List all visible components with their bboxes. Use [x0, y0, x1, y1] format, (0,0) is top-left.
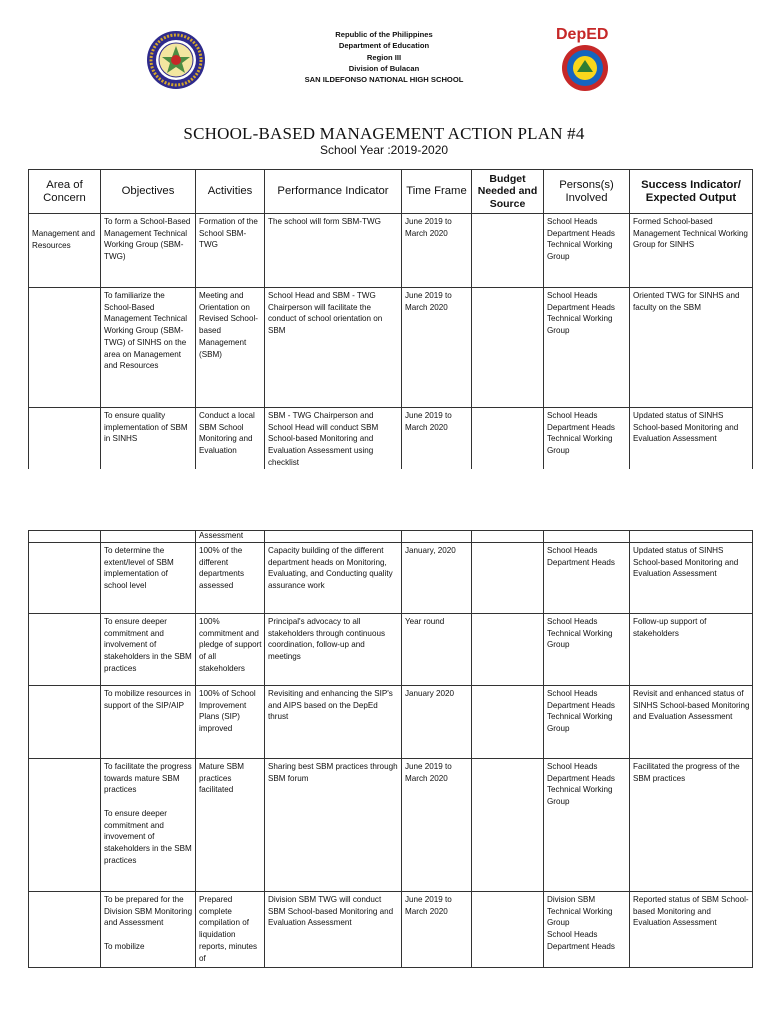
deped-logo-icon: [555, 24, 613, 94]
cell-activities: 100% of School Improvement Plans (SIP) improved: [196, 686, 265, 759]
cell-activities: 100% of the different departments assessed: [196, 543, 265, 614]
col-header-activities: Activities: [196, 170, 265, 214]
cell-area: Management and Resources: [29, 214, 101, 288]
table-row: [29, 686, 753, 759]
cell-objectives: To be prepared for the Division SBM Monitoring and Assessment To mobilize: [101, 892, 196, 968]
cell-area: [29, 408, 101, 470]
action-plan-table-page-1: [28, 169, 753, 470]
cell-budget: [472, 531, 544, 543]
cell-output: Updated status of SINHS School-based Monitoring and Evaluation Assessment: [630, 543, 753, 614]
cell-persons: Division SBM Technical Working Group School Heads Department Heads: [544, 892, 630, 968]
cell-objectives: To mobilize resources in support of the SIP/AIP: [101, 686, 196, 759]
cell-timeframe: January, 2020: [402, 543, 472, 614]
cell-indicator: Sharing best SBM practices through SBM forum: [265, 759, 402, 892]
cell-budget: [472, 686, 544, 759]
cell-activities: Meeting and Orientation on Revised School-based Management (SBM): [196, 288, 265, 408]
table-row: [29, 892, 753, 968]
cell-output: [630, 531, 753, 543]
cell-objectives: To form a School-Based Management Technical Working Group (SBM-TWG): [101, 214, 196, 288]
cell-persons: School Heads Department Heads Technical Working Group: [544, 214, 630, 288]
header-line: Region III: [366, 52, 402, 62]
col-header-area: Area of Concern: [29, 170, 101, 214]
deped-logo-text: DepED: [556, 26, 609, 43]
cell-area: [29, 686, 101, 759]
cell-area: [29, 288, 101, 408]
cell-budget: [472, 288, 544, 408]
cell-area: [29, 614, 101, 686]
cell-timeframe: June 2019 to March 2020: [402, 288, 472, 408]
cell-indicator: The school will form SBM-TWG: [265, 214, 402, 288]
header-line: Republic of the Philippines: [335, 30, 433, 39]
col-header-output: Success Indicator/ Expected Output: [630, 170, 753, 214]
cell-budget: [472, 759, 544, 892]
document-title: SCHOOL-BASED MANAGEMENT ACTION PLAN #4: [183, 124, 585, 143]
cell-indicator: SBM - TWG Chairperson and School Head will conduct SBM School-based Monitoring and Evaluation Assessment using checklist: [265, 408, 402, 470]
cell-output: Revisit and enhanced status of SINHS School-based Monitoring and Evaluation Assessment: [630, 686, 753, 759]
cell-indicator: Capacity building of the different department heads on Monitoring, Evaluating, and Conducting quality assurance work: [265, 543, 402, 614]
cell-persons: School Heads Department Heads Technical Working Group: [544, 759, 630, 892]
agency-header: [200, 29, 568, 85]
cell-timeframe: January 2020: [402, 686, 472, 759]
cell-persons: School Heads Department Heads: [544, 543, 630, 614]
cell-timeframe: Year round: [402, 614, 472, 686]
cell-persons: School Heads Department Heads Technical Working Group: [544, 408, 630, 470]
cell-persons: School Heads Technical Working Group: [544, 614, 630, 686]
cell-area: [29, 543, 101, 614]
header-line: Department of Education: [338, 41, 430, 51]
table-header-row: [29, 170, 753, 214]
cell-area: [29, 892, 101, 968]
cell-persons: [544, 531, 630, 543]
header-line-school: SAN ILDEFONSO NATIONAL HIGH SCHOOL: [304, 75, 464, 85]
cell-timeframe: [402, 531, 472, 543]
col-header-timeframe: Time Frame: [402, 170, 472, 214]
school-year: School Year :2019-2020: [319, 143, 449, 157]
cell-timeframe: June 2019 to March 2020: [402, 892, 472, 968]
cell-activities: Formation of the School SBM- TWG: [196, 214, 265, 288]
cell-output: Follow-up support of stakeholders: [630, 614, 753, 686]
cell-output: Oriented TWG for SINHS and faculty on the SBM: [630, 288, 753, 408]
table-row: [29, 288, 753, 408]
cell-persons: School Heads Department Heads Technical Working Group: [544, 686, 630, 759]
cell-output: Formed School-based Management Technical Working Group for SINHS: [630, 214, 753, 288]
col-header-objectives: Objectives: [101, 170, 196, 214]
school-seal-icon: [146, 30, 206, 90]
cell-objectives: [101, 531, 196, 543]
header-line: Division of Bulacan: [348, 63, 420, 73]
table-row: [29, 614, 753, 686]
cell-budget: [472, 408, 544, 470]
table-row: [29, 759, 753, 892]
cell-indicator: Division SBM TWG will conduct SBM School-based Monitoring and Evaluation Assessment: [265, 892, 402, 968]
cell-output: Reported status of SBM School-based Monitoring and Evaluation Assessment: [630, 892, 753, 968]
cell-activities: Assessment: [196, 531, 265, 543]
cell-activities: Mature SBM practices facilitated: [196, 759, 265, 892]
cell-objectives: To ensure quality implementation of SBM in SINHS: [101, 408, 196, 470]
cell-objectives: To facilitate the progress towards mature SBM practices To ensure deeper commitment and invovement of stakeholders in the SBM practices: [101, 759, 196, 892]
page-break: [0, 469, 768, 531]
cell-objectives: To ensure deeper commitment and involvement of stakeholders in the SBM practices: [101, 614, 196, 686]
cell-budget: [472, 214, 544, 288]
cell-timeframe: June 2019 to March 2020: [402, 214, 472, 288]
cell-area: [29, 759, 101, 892]
cell-indicator: School Head and SBM - TWG Chairperson will facilitate the conduct of school orientation on SBM: [265, 288, 402, 408]
table-row: [29, 543, 753, 614]
col-header-indicator: Performance Indicator: [265, 170, 402, 214]
cell-output: Updated status of SINHS School-based Monitoring and Evaluation Assessment: [630, 408, 753, 470]
cell-indicator: [265, 531, 402, 543]
cell-indicator: Revisiting and enhancing the SIP's and AIPS based on the DepEd thrust: [265, 686, 402, 759]
cell-timeframe: June 2019 to March 2020: [402, 408, 472, 470]
cell-budget: [472, 614, 544, 686]
cell-persons: School Heads Department Heads Technical Working Group: [544, 288, 630, 408]
cell-budget: [472, 892, 544, 968]
table-row: [29, 531, 753, 543]
cell-area: [29, 531, 101, 543]
cell-activities: Prepared complete compilation of liquidation reports, minutes of: [196, 892, 265, 968]
action-plan-table-page-2: [28, 530, 753, 968]
table-row: [29, 214, 753, 288]
cell-timeframe: June 2019 to March 2020: [402, 759, 472, 892]
cell-indicator: Principal's advocacy to all stakeholders through continuous coordination, follow-up and meetings: [265, 614, 402, 686]
cell-output: Facilitated the progress of the SBM practices: [630, 759, 753, 892]
table-row: [29, 408, 753, 470]
col-header-budget: Budget Needed and Source: [472, 170, 544, 214]
col-header-persons: Persons(s) Involved: [544, 170, 630, 214]
cell-objectives: To familiarize the School-Based Management Technical Working Group (SBM-TWG) of SINHS on the area on Management and Resources: [101, 288, 196, 408]
cell-budget: [472, 543, 544, 614]
cell-activities: 100% commitment and pledge of support of all stakeholders: [196, 614, 265, 686]
cell-objectives: To determine the extent/level of SBM implementation of school level: [101, 543, 196, 614]
cell-activities: Conduct a local SBM School Monitoring and Evaluation: [196, 408, 265, 470]
